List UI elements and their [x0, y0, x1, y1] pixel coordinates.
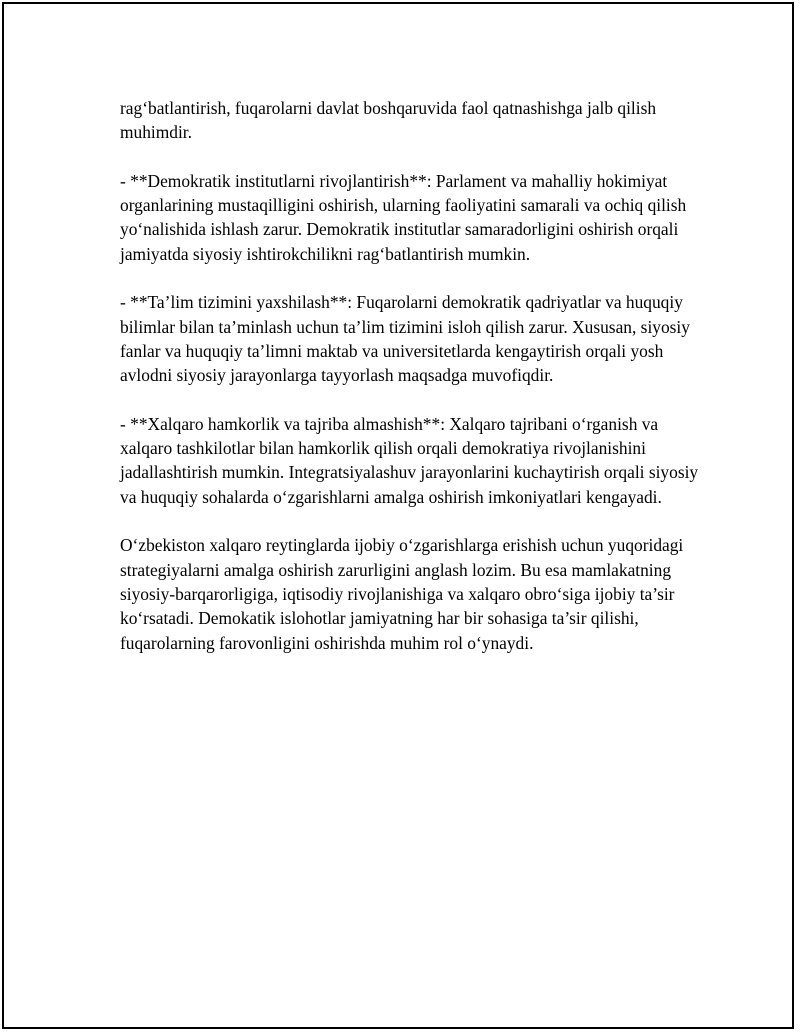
- paragraph-international-cooperation: - **Xalqaro hamkorlik va tajriba almashish**: Xalqaro tajribani o‘rganish va xalqaro tashkilotlar bilan hamkorlik qilish orqali demokratiya rivojlanishini jadallashtirish mumkin. Integratsiyalashuv jarayonlarini kuchaytirish orqali siyosiy va huquqiy sohalarda o‘zgarishlarni amalga oshirish imkoniyatlari kengayadi.: [120, 413, 699, 507]
- paragraph-intro-continuation: rag‘batlantirish, fuqarolarni davlat boshqaruvida faol qatnashishga jalb qilish muhimdir.: [120, 98, 657, 143]
- document-body: [120, 96, 710, 679]
- document-page: [2, 2, 794, 1029]
- paragraph-conclusion: O‘zbekiston xalqaro reytinglarda ijobiy o‘zgarishlarga erishish uchun yuqoridagi strategiyalarni amalga oshirish zarurligini anglash lozim. Bu esa mamlakatning siyosiy-barqarorligiga, iqtisodiy rivojlanishiga va xalqaro obro‘siga ijobiy ta’sir ko‘rsatadi. Demokatik islohotlar jamiyatning har bir sohasiga ta’sir qilishi, fuqarolarning farovonligini oshirishda muhim rol o‘ynaydi.: [120, 535, 684, 653]
- paragraph-democratic-institutions: - **Demokratik institutlarni rivojlantirish**: Parlament va mahalliy hokimiyat organlarining mustaqilligini oshirish, ularning faoliyatini samarali va ochiq qilish yo‘nalishida ishlash zarur. Demokratik institutlar samaradorligini oshirish orqali jamiyatda siyosiy ishtirokchilikni rag‘batlantirish mumkin.: [120, 170, 687, 264]
- paragraph-education-system: - **Ta’lim tizimini yaxshilash**: Fuqarolarni demokratik qadriyatlar va huquqiy bilimlar bilan ta’minlash uchun ta’lim tizimini isloh qilish zarur. Xususan, siyosiy fanlar va huquqiy ta’limni maktab va universitetlarda kengaytirish orqali yosh avlodni siyosiy jarayonlarga tayyorlash maqsadga muvofiqdir.: [120, 292, 690, 386]
